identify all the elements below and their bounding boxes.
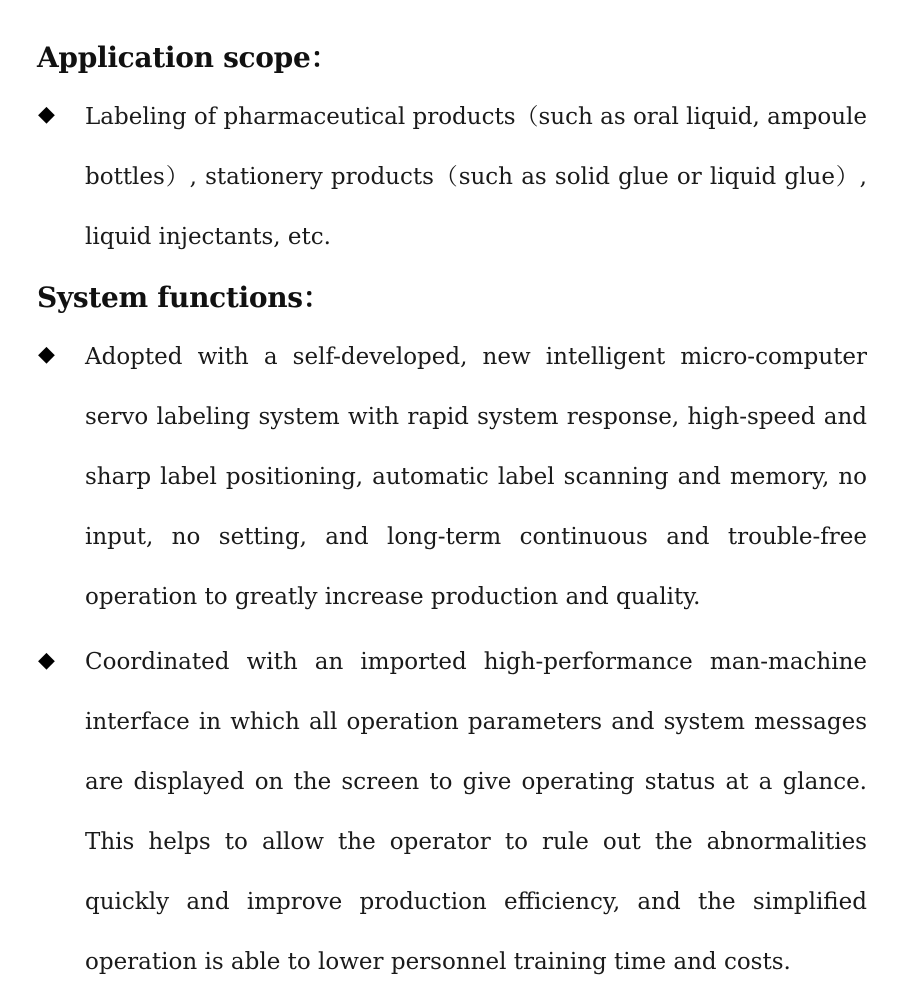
application-scope-heading: Application scope： (37, 41, 339, 74)
diamond-bullet-icon: ◆ (38, 648, 55, 673)
function-item-text: Coordinated with an imported high-performance man-machine interface in which all operation parameters and system messages are displayed on the screen to give operating status at a glance. This helps to allow the operator to rule out the abnormalities quickly and improve production efficiency, and the simplified operation is able to lower personnel training time and costs. (85, 649, 867, 975)
system-functions-heading: System functions： (37, 281, 331, 314)
function-item-text: Adopted with a self-developed, new intelligent micro-computer servo labeling system with rapid system response, high-speed and sharp label positioning, automatic label scanning and memory, no input, no setting, and long-term continuous and trouble-free operation to greatly increase production and quality. (85, 344, 867, 610)
scope-item-text: Labeling of pharmaceutical products（such as oral liquid, ampoule bottles）, stationery products（such as solid glue or liquid glue）, liquid injectants, etc. (85, 104, 867, 250)
diamond-bullet-icon: ◆ (38, 102, 55, 127)
diamond-bullet-icon: ◆ (38, 342, 55, 367)
